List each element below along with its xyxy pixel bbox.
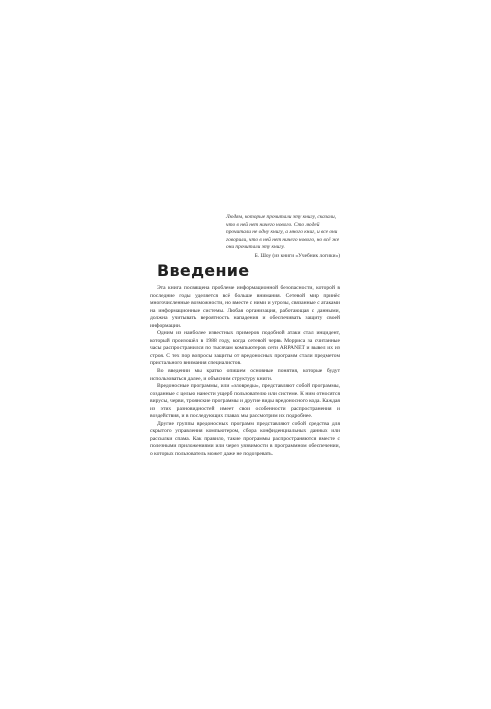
page-title: Введение	[157, 261, 250, 280]
epigraph: Людям, которые прочитали эту книгу, сказали, что в ней нет ничего нового. Сто людей прочитали не одну книгу, а много книг, и все они говорили, что в ней нет ничего нового, но всё же они прочитали эту книгу.	[226, 214, 340, 250]
paragraph-1: Эта книга посвящена проблеме информационной безопасности, которой в последние годы уделяется всё больше внимания. Сетевой мир принёс многочисленные возможности, но вместе с ними и угрозы, связанные с атаками на информационные системы. Любая организация, работающая с данными, должна учитывать вероятность нападения и обеспечивать защиту своей информации.	[150, 285, 340, 329]
body-text	[150, 285, 340, 459]
epigraph-author: Б. Шоу (из книги «Учебник логики»)	[254, 253, 340, 259]
paragraph-2: Одним из наиболее известных примеров подобной атаки стал инцидент, который произошёл в 1988 году, когда сетевой червь Морриса за считанные часы распространился по тысячам компьютеров сети ARPANET и вывел их из строя. С тех пор вопросы защиты от вредоносных программ стали предметом пристального внимания специалистов.	[150, 330, 340, 367]
paragraph-4: Вредоносные программы, или «зловреды», представляют собой программы, созданные с целью нанести ущерб пользователю или системе. К ним относятся вирусы, черви, троянские программы и другие виды вредоносного кода. Каждая из этих разновидностей имеет свои особенности распространения и воздействия, и в последующих главах мы рассмотрим их подробнее.	[150, 383, 340, 420]
paragraph-3: Во введении мы кратко опишем основные понятия, которые будут использоваться далее, и объясним структуру книги.	[150, 368, 340, 382]
paragraph-5: Другие группы вредоносных программ представляют собой средства для скрытого управления компьютером, сбора конфиденциальных данных или рассылки спама. Как правило, такие программы распространяются вместе с полезными приложениями или через уязвимости в программном обеспечении, о которых пользователь может даже не подозревать.	[150, 420, 340, 458]
